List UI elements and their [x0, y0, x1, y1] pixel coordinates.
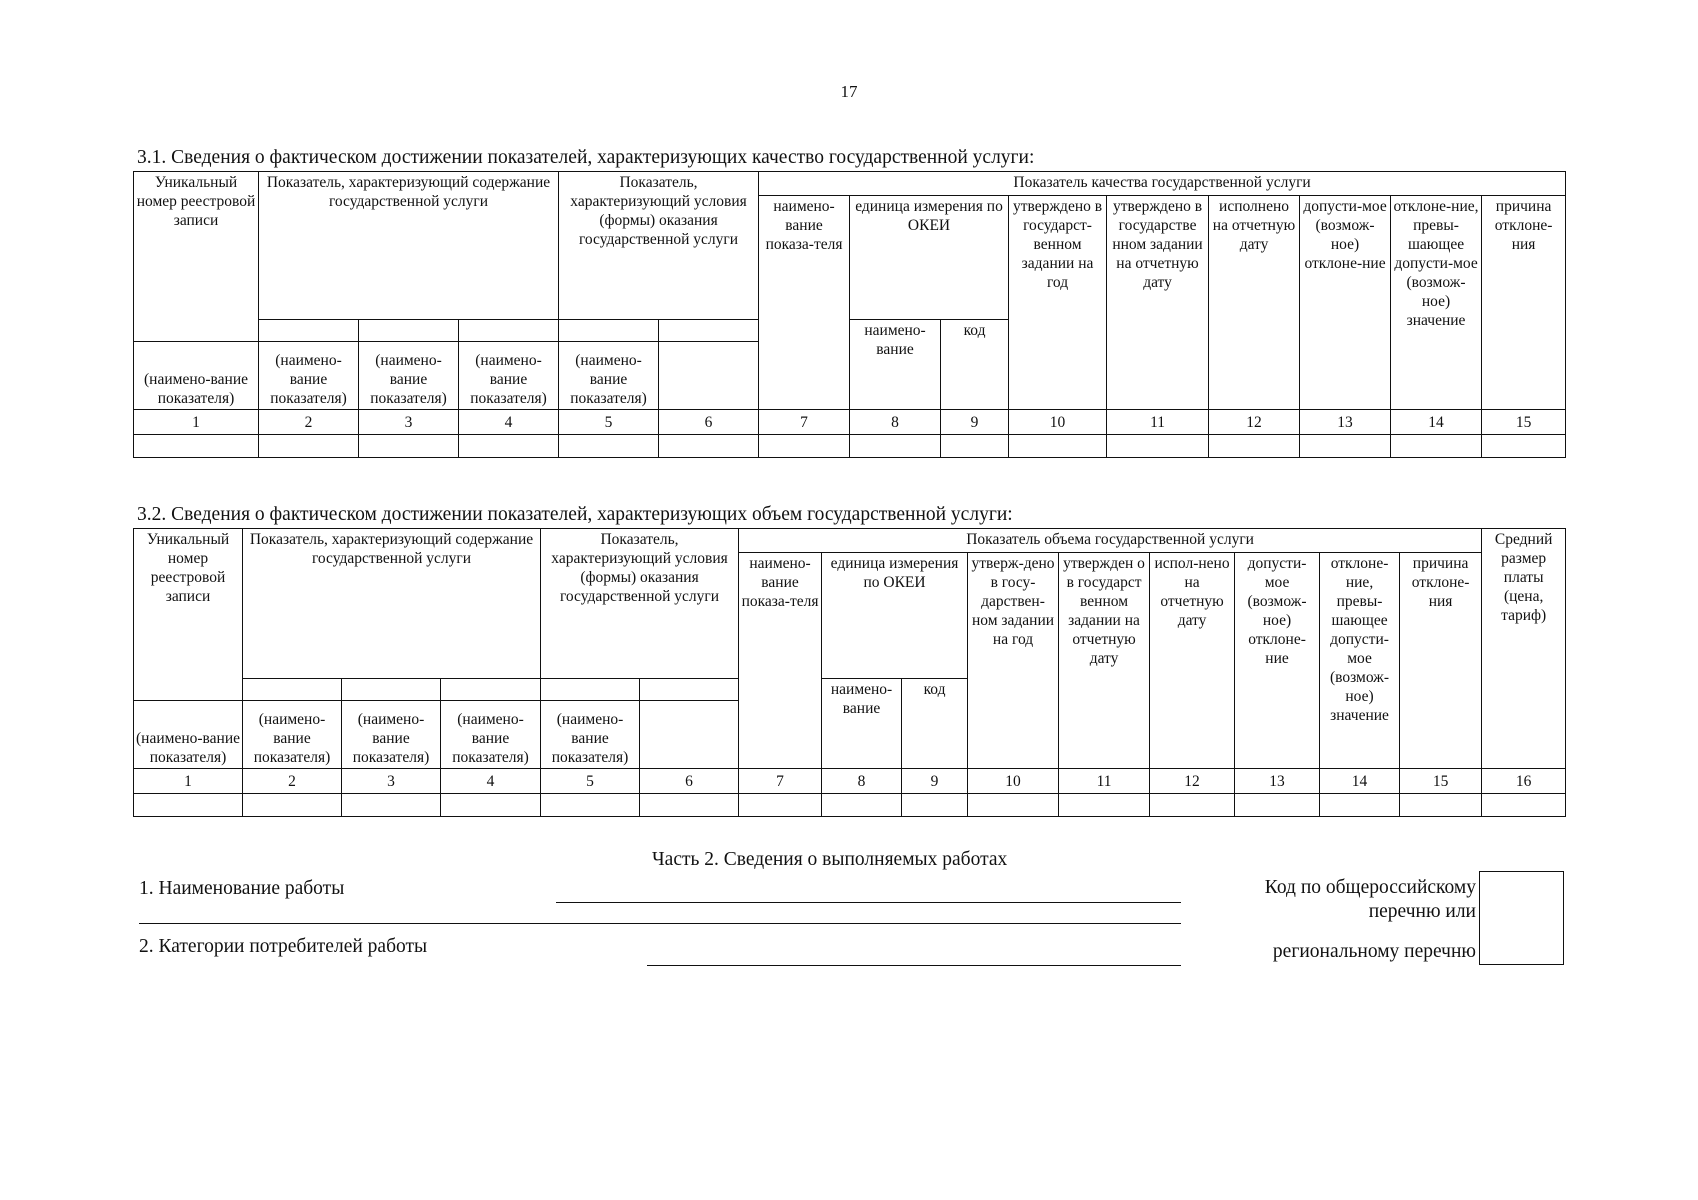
code-label: [1190, 876, 1476, 964]
col-number: 6: [640, 769, 739, 794]
data-cell[interactable]: [968, 794, 1059, 817]
col-number: 1: [134, 769, 243, 794]
col-number: 4: [459, 410, 559, 435]
col-number: 4: [441, 769, 541, 794]
col-unit: единица измерения по ОКЕИ: [850, 196, 1009, 320]
indicator-name-3: (наимено-вание показателя): [359, 342, 459, 410]
col-done-date: исполнено на отчетную дату: [1209, 196, 1300, 410]
col-deviation-reason: причина отклоне-ния: [1482, 196, 1566, 410]
data-cell[interactable]: [541, 794, 640, 817]
col-number: 16: [1482, 769, 1566, 794]
col-number: 15: [1400, 769, 1482, 794]
data-cell[interactable]: [1059, 794, 1150, 817]
data-cell[interactable]: [1235, 794, 1320, 817]
indicator-name-5: (наимено-вание показателя): [541, 701, 640, 769]
code-label-line1: Код по общероссийскому: [1264, 877, 1476, 898]
data-cell[interactable]: [759, 435, 850, 458]
page-number: 17: [840, 82, 858, 101]
col-done-date: испол-нено на отчетную дату: [1150, 553, 1235, 769]
data-cell[interactable]: [459, 435, 559, 458]
col-exceeding-deviation: отклоне-ние, превы-шающее допусти-мое (возмож-ное) значение: [1320, 553, 1400, 769]
quality-indicators-table: [133, 171, 1566, 458]
col-unit-code: код: [941, 320, 1009, 410]
col-number: 2: [243, 769, 342, 794]
col-conditions-indicator: Показатель, характеризующий условия (формы) оказания государственной услуги: [559, 172, 759, 320]
col-number: 11: [1107, 410, 1209, 435]
col-unit-code: код: [902, 679, 968, 769]
col-unit-name: наимено-вание: [850, 320, 941, 410]
data-cell[interactable]: [259, 435, 359, 458]
col-number: 7: [759, 410, 850, 435]
data-cell[interactable]: [1009, 435, 1107, 458]
indicator-name-3: (наимено-вание показателя): [342, 701, 441, 769]
indicator-name-5: (наимено-вание показателя): [559, 342, 659, 410]
col-quality-indicator: Показатель качества государственной услуги: [759, 172, 1566, 196]
code-input-box[interactable]: [1479, 871, 1564, 965]
col-number: 13: [1235, 769, 1320, 794]
col-number: 10: [1009, 410, 1107, 435]
col-approved-date: утвержден о в государст венном задании на отчетную дату: [1059, 553, 1150, 769]
col-number: 10: [968, 769, 1059, 794]
col-number: 7: [739, 769, 822, 794]
table-row: [134, 794, 1566, 817]
col-indicator-name: наимено-вание показа-теля: [739, 553, 822, 769]
consumers-field[interactable]: [647, 965, 1181, 966]
data-cell[interactable]: [739, 794, 822, 817]
col-number: 13: [1300, 410, 1391, 435]
data-cell[interactable]: [359, 435, 459, 458]
work-name-field[interactable]: [556, 902, 1181, 903]
col-number: 5: [541, 769, 640, 794]
indicator-name-4: (наимено-вание показателя): [459, 342, 559, 410]
col-number: 3: [342, 769, 441, 794]
col-allowed-deviation: допусти-мое (возмож-ное) отклоне-ние: [1300, 196, 1391, 410]
data-cell[interactable]: [1391, 435, 1482, 458]
col-number: 1: [134, 410, 259, 435]
col-volume-indicator: Показатель объема государственной услуги: [739, 529, 1482, 553]
col-number: 3: [359, 410, 459, 435]
col-number: 11: [1059, 769, 1150, 794]
col-indicator-name: наимено-вание показа-теля: [759, 196, 850, 410]
col-number: 6: [659, 410, 759, 435]
indicator-name-4: (наимено-вание показателя): [441, 701, 541, 769]
data-cell[interactable]: [1482, 794, 1566, 817]
data-cell[interactable]: [1300, 435, 1391, 458]
data-cell[interactable]: [902, 794, 968, 817]
indicator-name-2: (наимено-вание показателя): [243, 701, 342, 769]
indicator-name-2: (наимено-вание показателя): [259, 342, 359, 410]
col-number: 12: [1209, 410, 1300, 435]
data-cell[interactable]: [1107, 435, 1209, 458]
col-number: 15: [1482, 410, 1566, 435]
code-label-line3: региональному перечню: [1272, 941, 1476, 962]
data-cell[interactable]: [134, 794, 243, 817]
data-cell[interactable]: [1482, 435, 1566, 458]
indicator-name-1: (наимено-вание показателя): [134, 701, 243, 769]
col-exceeding-deviation: отклоне-ние, превы-шающее допусти-мое (возмож-ное) значение: [1391, 196, 1482, 410]
col-number: 9: [941, 410, 1009, 435]
table-row: [134, 435, 1566, 458]
data-cell[interactable]: [1150, 794, 1235, 817]
col-unique-number: Уникальный номер реестровой записи: [134, 529, 243, 701]
col-number: 2: [259, 410, 359, 435]
section-3-2-title: 3.2. Сведения о фактическом достижении показателей, характеризующих объем государственной услуги:: [137, 504, 1013, 525]
col-content-indicator: Показатель, характеризующий содержание государственной услуги: [259, 172, 559, 320]
col-number: 14: [1320, 769, 1400, 794]
col-number: 8: [822, 769, 902, 794]
data-cell[interactable]: [640, 794, 739, 817]
volume-indicators-table: [133, 528, 1566, 817]
consumers-label: 2. Категории потребителей работы: [139, 936, 428, 957]
col-number: 14: [1391, 410, 1482, 435]
col-conditions-indicator: Показатель, характеризующий условия (формы) оказания государственной услуги: [541, 529, 739, 679]
part-2-title: Часть 2. Сведения о выполняемых работах: [652, 849, 1008, 870]
col-allowed-deviation: допусти-мое (возмож-ное) отклоне-ние: [1235, 553, 1320, 769]
data-cell[interactable]: [441, 794, 541, 817]
col-average-fee: Средний размер платы (цена, тариф): [1482, 529, 1566, 769]
data-cell[interactable]: [342, 794, 441, 817]
data-cell[interactable]: [1209, 435, 1300, 458]
col-deviation-reason: причина отклоне-ния: [1400, 553, 1482, 769]
data-cell[interactable]: [1400, 794, 1482, 817]
work-name-label: 1. Наименование работы: [139, 878, 345, 899]
code-label-line2: перечню или: [1368, 901, 1476, 922]
data-cell[interactable]: [659, 435, 759, 458]
col-number: 5: [559, 410, 659, 435]
data-cell[interactable]: [941, 435, 1009, 458]
data-cell[interactable]: [1320, 794, 1400, 817]
data-cell[interactable]: [134, 435, 259, 458]
col-number: 8: [850, 410, 941, 435]
col-unit: единица измерения по ОКЕИ: [822, 553, 968, 679]
data-cell[interactable]: [243, 794, 342, 817]
work-name-field-line2[interactable]: [139, 923, 1181, 924]
data-cell[interactable]: [850, 435, 941, 458]
col-approved-year: утверж-дено в госу-дарствен-ном задании на год: [968, 553, 1059, 769]
section-3-1-title: 3.1. Сведения о фактическом достижении показателей, характеризующих качество государственной услуги:: [137, 147, 1035, 168]
data-cell[interactable]: [822, 794, 902, 817]
col-approved-date: утверждено в государстве нном задании на отчетную дату: [1107, 196, 1209, 410]
col-number: 9: [902, 769, 968, 794]
col-number: 12: [1150, 769, 1235, 794]
col-approved-year: утверждено в государст-венном задании на год: [1009, 196, 1107, 410]
data-cell[interactable]: [559, 435, 659, 458]
col-unique-number: Уникальный номер реестровой записи: [134, 172, 259, 342]
indicator-name-1: (наимено-вание показателя): [134, 342, 259, 410]
col-content-indicator: Показатель, характеризующий содержание государственной услуги: [243, 529, 541, 679]
col-unit-name: наимено-вание: [822, 679, 902, 769]
